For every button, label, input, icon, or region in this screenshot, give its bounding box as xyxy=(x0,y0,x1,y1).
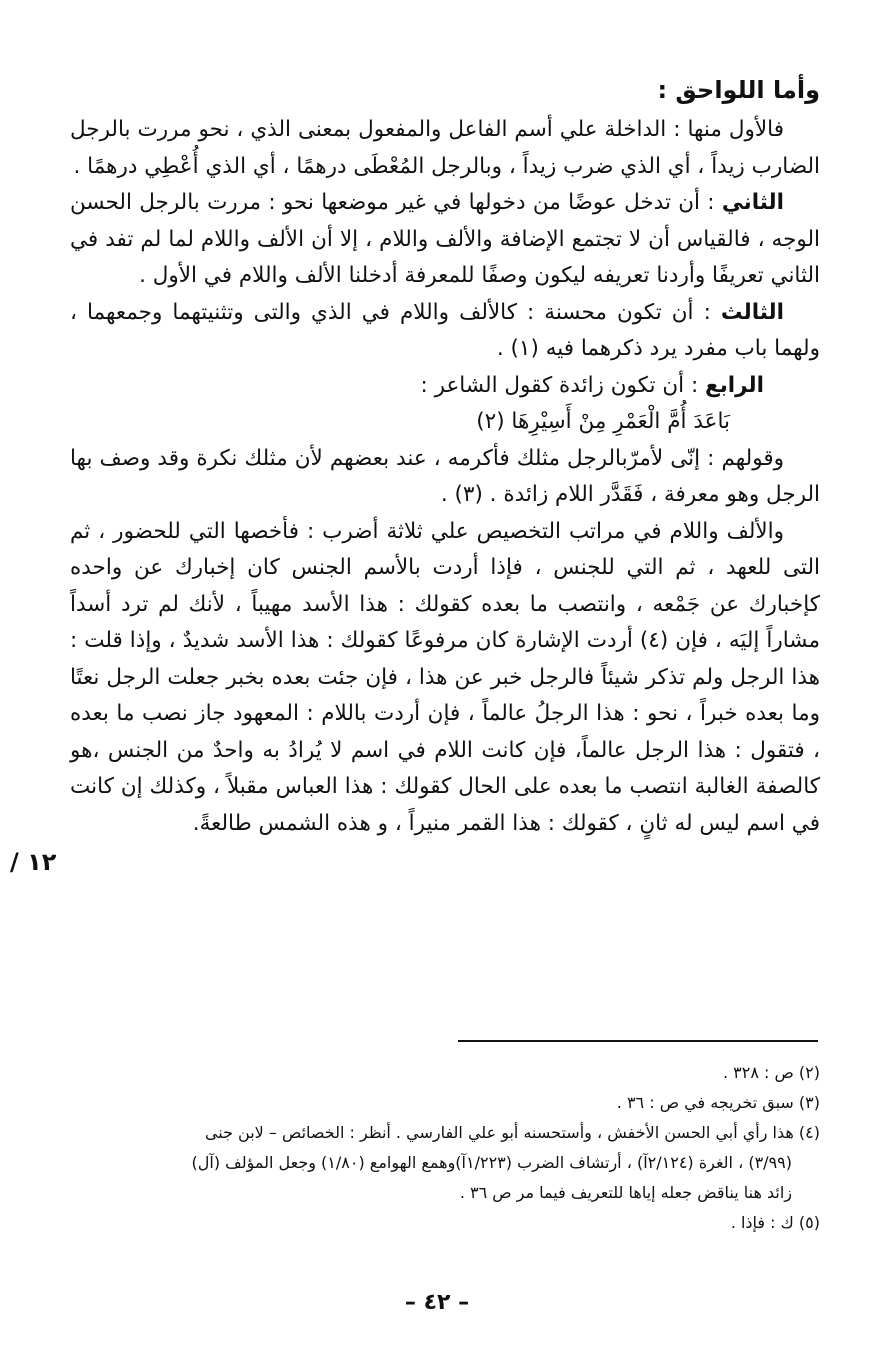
paragraph-third-text: : أن تكون محسنة : كالألف واللام في الذي والتى وتثنيتهما وجمعهما ، ولهما باب مفرد يرد ذكرهما فيه (١) . xyxy=(70,299,820,361)
paragraph-fourth-text: : أن تكون زائدة كقول الشاعر : xyxy=(420,372,699,398)
footnote-4-line-2: (٣/٩٩) ، الغرة (٢/١٢٤آ) ، أرتشاف الضرب (١/٢٢٣آ)وهمع الهوامع (١/٨٠) وجعل المؤلف (آل) xyxy=(191,1153,792,1172)
footnote-divider xyxy=(458,1040,818,1042)
paragraph-second xyxy=(70,185,820,295)
main-text xyxy=(70,70,820,842)
paragraph-fifth: وقولهم : إنّى لأمرّبالرجل مثلك فأكرمه ، عند بعضهم لأن مثلك نكرة وقد وصف بها الرجل وهو معرفة ، فَقَدَّر اللام زائدة . (٣) . xyxy=(70,445,820,507)
paragraph-fourth-lead: الرابع xyxy=(705,372,764,398)
page-number: – ٤٢ – xyxy=(404,1290,470,1315)
footnote-4-line-1: (٤) هذا رأي أبي الحسن الأخفش ، وأستحسنه أبو علي الفارسي . أنظر : الخصائص – لابن جنى xyxy=(204,1123,820,1142)
footnote-4-line-3: زائد هنا يناقض جعله إياها للتعريف فيما مر ص ٣٦ . xyxy=(459,1183,792,1202)
footnote-2: (٢) ص : ٣٢٨ . xyxy=(722,1063,820,1082)
section-heading: وأما اللواحق : xyxy=(657,76,820,104)
paragraph-first-text: فالأول منها : الداخلة علي أسم الفاعل والمفعول بمعنى الذي ، نحو مررت بالرجل الضارب زيداً ، أي الذي ضرب زيداً ، وبالرجل المُعْطَى درهمًا ، أي الذي أُعْطِي درهمًا . xyxy=(70,117,820,179)
margin-folio-note: ١٢ / xyxy=(10,848,57,876)
footnote-5: (٥) ك : فإذا . xyxy=(730,1213,820,1232)
paragraph-fourth xyxy=(70,368,820,405)
footnote-3: (٣) سبق تخريجه في ص : ٣٦ . xyxy=(616,1093,820,1112)
paragraph-first xyxy=(70,112,820,185)
paragraph-third-lead: الثالث xyxy=(720,299,784,325)
paragraph-second-lead: الثاني xyxy=(721,190,784,215)
paragraph-sixth: والألف واللام في مراتب التخصيص علي ثلاثة أضرب : فأخصها التي للحضور ، ثم التى للعهد ، ثم التي للجنس ، فإذا أردت بالأسم الجنس كان إخبارك عن واحده كإخبارك عن جَمْعه ، وانتصب ما بعده كقولك : هذا الأسد مهيباً ، لأنك لم ترد أسداً مشاراً إليَه ، فإن (٤) أردت الإشارة كان مرفوعًا كقولك : هذا الأسد شديدٌ ، وإذا قلت : هذا الرجل ولم تذكر شيئاً فالرجل خبر عن هذا ، فإن جئت بعده بخبر جعلت الرجل نعتًا وما بعده خبراً ، نحو : هذا الرجلُ عالماً ، فإن أردت باللام : المعهود جاز نصب ما بعده ، فتقول : هذا الرجل عالماً، فإن كانت اللام في اسم لا يُرادُ به واحدٌ من الجنس ،هو كالصفة الغالبة انتصب ما بعده على الحال كقولك : هذا العباس مقبلاً ، وكذلك إن كانت في اسم ليس له ثانٍ ، كقولك : هذا القمر منيراً ، و هذه الشمس طالعةً. xyxy=(70,518,820,836)
paragraph-third xyxy=(70,295,820,368)
footnotes xyxy=(70,1058,820,1238)
poetry-verse: بَاعَدَ أُمَّ الْعَمْرِ مِنْ أَسِيْرِهَا (٢) xyxy=(476,409,730,434)
paragraph-second-text: : أن تدخل عوضًا من دخولها في غير موضعها نحو : مررت بالرجل الحسن الوجه ، فالقياس أن لا تجتمع الإضافة والألف واللام ، إلا أن الألف واللام لما لم تفد في الثاني تعريفًا وأردنا تعريفه ليكون وصفًا للمعرفة أدخلنا الألف واللام في الأول . xyxy=(70,190,820,288)
